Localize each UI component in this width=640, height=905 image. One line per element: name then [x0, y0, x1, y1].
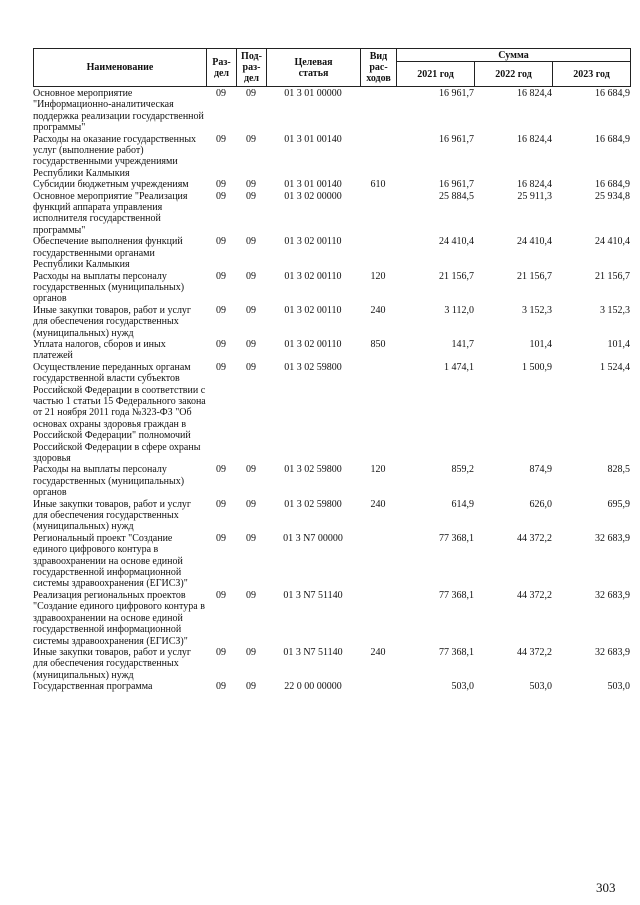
row-2021: 859,2	[451, 464, 474, 476]
row-podrazdel: 09	[246, 304, 256, 316]
row-name: Субсидии бюджетным учреждениям	[33, 179, 189, 191]
header-2023: 2023 год	[553, 62, 631, 87]
table-row	[33, 339, 630, 362]
row-name: Иные закупки товаров, работ и услуг для обеспечения государственных (муниципальных) нужд	[33, 304, 192, 339]
row-razdel: 09	[216, 270, 226, 282]
row-vid: 240	[370, 646, 386, 658]
row-2023: 32 683,9	[595, 646, 630, 658]
row-name: Уплата налогов, сборов и иных платежей	[33, 338, 166, 362]
header-sum: Сумма	[397, 49, 631, 62]
row-podrazdel: 09	[246, 646, 256, 658]
row-2023: 24 410,4	[595, 236, 630, 248]
row-podrazdel: 09	[246, 133, 256, 145]
header-podrazdel: Под- раз- дел	[237, 49, 267, 87]
page-number: 303	[596, 880, 616, 895]
row-target: 01 3 01 00140	[284, 179, 342, 191]
row-2021: 3 112,0	[444, 304, 474, 316]
row-razdel: 09	[216, 338, 226, 350]
table-row	[33, 362, 630, 465]
row-razdel: 09	[216, 646, 226, 658]
row-podrazdel: 09	[246, 338, 256, 350]
row-razdel: 09	[216, 304, 226, 316]
row-name: Расходы на оказание государственных услуг (выполнение работ) государственными учреждениями Республики Калмыкия	[33, 133, 197, 179]
row-2022: 21 156,7	[517, 270, 552, 282]
row-2021: 21 156,7	[439, 270, 474, 282]
table-row	[33, 533, 630, 590]
row-2021: 141,7	[451, 338, 474, 350]
row-2022: 503,0	[529, 681, 552, 693]
row-name: Реализация региональных проектов "Создание единого цифрового контура в здравоохранении на основе единой государственной информационной системы здравоохранения (ЕГИСЗ)"	[33, 589, 205, 647]
row-target: 01 3 N7 51140	[283, 589, 343, 601]
table-row	[33, 305, 630, 339]
row-2023: 101,4	[607, 338, 630, 350]
row-2023: 21 156,7	[595, 270, 630, 282]
row-vid	[360, 533, 396, 590]
row-target: 01 3 02 00110	[284, 236, 342, 248]
row-vid: 120	[370, 464, 386, 476]
table-row	[33, 590, 630, 647]
row-name: Иные закупки товаров, работ и услуг для обеспечения государственных (муниципальных) нужд	[33, 498, 192, 533]
row-vid: 120	[370, 270, 386, 282]
row-vid	[360, 590, 396, 647]
row-razdel: 09	[216, 498, 226, 510]
row-2023: 32 683,9	[595, 532, 630, 544]
header-2021: 2021 год	[397, 62, 475, 87]
row-2022: 44 372,2	[517, 646, 552, 658]
row-target: 01 3 02 00110	[284, 304, 342, 316]
row-2021: 25 884,5	[439, 190, 474, 202]
row-razdel: 09	[216, 88, 226, 99]
table-body	[33, 88, 630, 693]
row-vid	[360, 236, 396, 270]
table-header	[33, 48, 631, 87]
row-2021: 16 961,7	[439, 179, 474, 191]
row-vid	[360, 681, 396, 692]
row-2022: 25 911,3	[517, 190, 552, 202]
row-podrazdel: 09	[246, 179, 256, 191]
row-razdel: 09	[216, 532, 226, 544]
row-2021: 614,9	[451, 498, 474, 510]
header-target: Целевая статья	[267, 49, 361, 87]
row-name: Основное мероприятие "Реализация функций аппарата управления исполнителя государственной программы"	[33, 190, 188, 236]
row-2023: 695,9	[607, 498, 630, 510]
table-row	[33, 191, 630, 237]
table-row	[33, 134, 630, 180]
row-podrazdel: 09	[246, 190, 256, 202]
row-target: 01 3 01 00000	[284, 88, 342, 99]
row-razdel: 09	[216, 589, 226, 601]
row-2023: 25 934,8	[595, 190, 630, 202]
row-razdel: 09	[216, 361, 226, 373]
row-target: 01 3 01 00140	[284, 133, 342, 145]
row-2021: 16 961,7	[439, 133, 474, 145]
row-name: Региональный проект "Создание единого цифрового контура в здравоохранении на основе единой государственной информационной системы здравоохранения (ЕГИСЗ)"	[33, 532, 188, 590]
row-name: Осуществление переданных органам государственной власти субъектов Российской Федерации в соответствии с частью 1 статьи 15 Федерального закона от 21 ноября 2011 года №323-ФЗ "Об основах охраны здоровья граждан в Российской Федерации" полномочий Российской Федерации в сфере охраны здоровья	[33, 361, 206, 464]
row-target: 01 3 N7 00000	[283, 532, 343, 544]
row-target: 01 3 02 59800	[284, 464, 342, 476]
table-row	[33, 647, 630, 681]
row-razdel: 09	[216, 190, 226, 202]
table-row	[33, 179, 630, 190]
row-vid: 850	[370, 338, 386, 350]
row-2022: 16 824,4	[517, 88, 552, 99]
row-podrazdel: 09	[246, 88, 256, 99]
row-2023: 16 684,9	[595, 88, 630, 99]
table-row	[33, 88, 630, 134]
header-name: Наименование	[34, 49, 207, 87]
row-2023: 3 152,3	[600, 304, 630, 316]
table-row	[33, 499, 630, 533]
header-2022: 2022 год	[475, 62, 553, 87]
row-razdel: 09	[216, 236, 226, 248]
row-razdel: 09	[216, 179, 226, 191]
row-razdel: 09	[216, 133, 226, 145]
row-target: 01 3 N7 51140	[283, 646, 343, 658]
row-razdel: 09	[216, 681, 226, 693]
row-name: Государственная программа	[33, 681, 153, 693]
row-podrazdel: 09	[246, 532, 256, 544]
header-vid: Вид рас- ходов	[361, 49, 397, 87]
row-podrazdel: 09	[246, 681, 256, 693]
table-row	[33, 464, 630, 498]
table-row	[33, 271, 630, 305]
row-vid: 240	[370, 498, 386, 510]
table-row	[33, 236, 630, 270]
row-2022: 44 372,2	[517, 589, 552, 601]
row-2022: 24 410,4	[517, 236, 552, 248]
row-2021: 16 961,7	[439, 88, 474, 99]
table-row	[33, 681, 630, 692]
row-podrazdel: 09	[246, 236, 256, 248]
row-2022: 101,4	[529, 338, 552, 350]
row-2022: 3 152,3	[522, 304, 552, 316]
row-podrazdel: 09	[246, 498, 256, 510]
row-2023: 1 524,4	[600, 361, 630, 373]
row-podrazdel: 09	[246, 361, 256, 373]
row-target: 01 3 02 00000	[284, 190, 342, 202]
row-2021: 1 474,1	[444, 361, 474, 373]
row-name: Расходы на выплаты персоналу государственных (муниципальных) органов	[33, 464, 185, 499]
row-2023: 503,0	[607, 681, 630, 693]
row-name: Основное мероприятие "Информационно-аналитическая поддержка реализации государственной программы"	[33, 88, 204, 134]
row-target: 01 3 02 59800	[284, 361, 342, 373]
row-2021: 24 410,4	[439, 236, 474, 248]
row-name: Обеспечение выполнения функций государственными органами Республики Калмыкия	[33, 236, 183, 271]
row-name: Расходы на выплаты персоналу государственных (муниципальных) органов	[33, 270, 185, 305]
row-2021: 77 368,1	[439, 589, 474, 601]
row-2023: 32 683,9	[595, 589, 630, 601]
row-vid	[360, 134, 396, 180]
header-razdel: Раз- дел	[207, 49, 237, 87]
row-razdel: 09	[216, 464, 226, 476]
row-2023: 16 684,9	[595, 133, 630, 145]
row-2021: 77 368,1	[439, 532, 474, 544]
row-podrazdel: 09	[246, 464, 256, 476]
row-2023: 16 684,9	[595, 179, 630, 191]
row-2022: 626,0	[529, 498, 552, 510]
row-target: 01 3 02 00110	[284, 338, 342, 350]
row-target: 01 3 02 59800	[284, 498, 342, 510]
row-vid	[360, 88, 396, 134]
row-vid	[360, 191, 396, 237]
row-target: 01 3 02 00110	[284, 270, 342, 282]
row-2021: 77 368,1	[439, 646, 474, 658]
row-2022: 44 372,2	[517, 532, 552, 544]
row-name: Иные закупки товаров, работ и услуг для обеспечения государственных (муниципальных) нужд	[33, 646, 192, 681]
row-target: 22 0 00 00000	[284, 681, 342, 693]
row-2022: 874,9	[529, 464, 552, 476]
row-podrazdel: 09	[246, 589, 256, 601]
row-2021: 503,0	[451, 681, 474, 693]
row-vid: 610	[370, 179, 386, 191]
row-2023: 828,5	[607, 464, 630, 476]
row-vid	[360, 362, 396, 465]
row-podrazdel: 09	[246, 270, 256, 282]
row-2022: 16 824,4	[517, 133, 552, 145]
row-vid: 240	[370, 304, 386, 316]
row-2022: 1 500,9	[522, 361, 552, 373]
row-2022: 16 824,4	[517, 179, 552, 191]
